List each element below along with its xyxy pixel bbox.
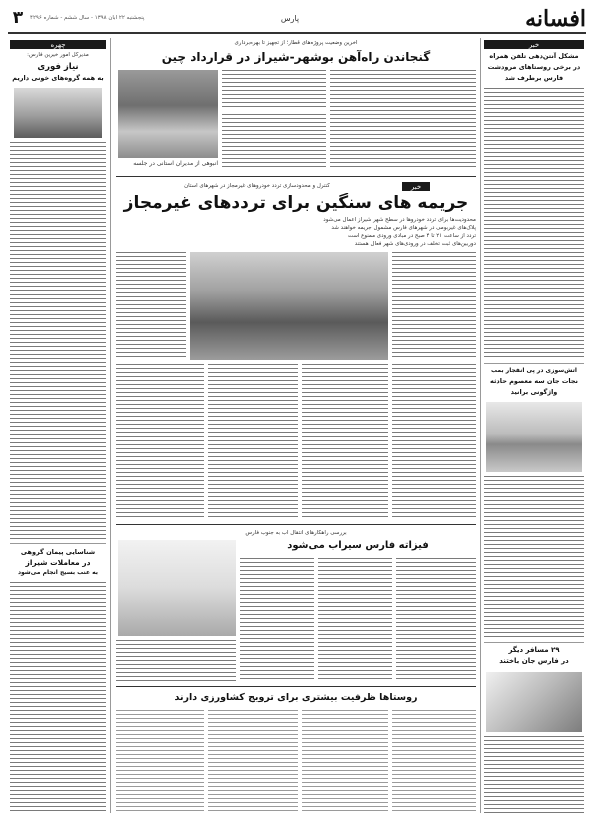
right-body-text-2 <box>484 476 584 638</box>
left-body-text <box>10 142 106 540</box>
left-quote-title: نیاز فوری <box>37 62 79 72</box>
left-bottom-title: شناسایی پیمان گروهی <box>20 548 96 556</box>
lower-story-col-4 <box>116 640 236 682</box>
main-story-tag: خبر <box>402 182 430 191</box>
main-story-bullet-4: دوربین‌های ثبت تخلف در ورودی‌های شهر فعال هستند <box>354 241 476 247</box>
right-divider-1 <box>484 363 584 364</box>
footer-story-col-4 <box>116 710 204 814</box>
main-story-bullet-3: تردد از ساعت ۲۱ تا ۴ صبح در مبادی ورودی ممنوع است <box>347 233 476 239</box>
top-story-text-lower <box>222 114 326 170</box>
footer-story-col-2 <box>302 710 388 814</box>
right-column-rule <box>480 38 481 813</box>
top-story-text-mid <box>222 70 326 110</box>
left-divider <box>10 543 106 544</box>
meeting-photo <box>118 70 218 158</box>
right-body-text-3 <box>484 736 584 814</box>
left-bottom-title-2: در معاملات شیراز <box>25 558 91 567</box>
main-story-col-left-top <box>116 252 186 360</box>
main-story-photo <box>190 252 388 360</box>
main-story-bullet-1: محدودیت‌ها برای تردد خودروها در سطح شهر شیراز اعمال می‌شود <box>323 217 476 223</box>
main-story-col-2 <box>302 364 388 520</box>
right-bottom-title-1: ۲۹ مسافر دیگر <box>508 646 560 654</box>
lower-story-col-2 <box>318 558 392 682</box>
right-column-tag: خبر <box>484 40 584 49</box>
accident-photo <box>486 402 582 472</box>
footer-story-col-1 <box>392 710 476 814</box>
top-story-rule <box>116 176 476 177</box>
lower-story-title: فیزاته فارس سیراب می‌شود <box>287 540 429 551</box>
main-story-rule <box>116 524 476 525</box>
meeting-photo-caption: انبوهی از مدیران استانی در جلسه <box>133 160 218 167</box>
top-story-text-right <box>330 70 476 170</box>
right-title-3: فارس برطرف شد <box>504 74 564 82</box>
main-story-col-3 <box>208 364 298 520</box>
header-rule <box>8 32 586 34</box>
lower-story-col-1 <box>396 558 476 682</box>
lower-story-rule <box>116 686 476 687</box>
page-number: ۳ <box>12 8 24 28</box>
left-column-rule <box>110 38 111 813</box>
footer-story-title: روستاها ظرفیت بیشتری برای ترویج کشاورزی دارند <box>174 692 418 703</box>
masthead-logo <box>498 6 586 34</box>
main-story-col-right-top <box>392 252 476 360</box>
portrait-photo <box>14 88 102 138</box>
issue-line: پنجشنبه ۲۲ آبان ۱۳۹۸ - سال ششم - شماره ۴۲۹۶ <box>30 15 145 21</box>
left-column-tag: چهره <box>10 40 106 49</box>
main-story-col-4 <box>116 364 204 520</box>
top-story-title: گنجاندن راه‌آهن بوشهر-شیراز در قرارداد چین <box>161 50 431 64</box>
main-story-bullet-2: پلاک‌های غیربومی در شهرهای فارس مشمول جریمه خواهند شد <box>331 225 476 231</box>
lower-story-kicker: بررسی راهکارهای انتقال آب به جنوب فارس <box>245 530 347 536</box>
top-story-kicker: آخرین وضعیت پروژه‌های قطار؛ از تجهیز تا بهره‌برداری <box>234 40 358 46</box>
main-story-title: جریمه های سنگین برای ترددهای غیرمجاز <box>123 193 469 213</box>
right-divider-2 <box>484 642 584 643</box>
main-story-col-1 <box>392 364 476 520</box>
person-line: مدیرکل امور خیرین فارس: <box>27 52 89 58</box>
right-mid-title-2: نجات جان سه معصوم حادثه <box>490 377 578 385</box>
left-bottom-title-3: به عنب بسیج انجام می‌شود <box>17 569 99 576</box>
right-bottom-title-2: در فارس جان باختند <box>499 657 569 665</box>
right-mid-title-1: آتش‌سوزی در پی انفجار بمب <box>491 367 577 374</box>
logo-text: افسانه <box>525 6 586 32</box>
left-bottom-text <box>10 582 106 812</box>
hospital-photo <box>486 672 582 732</box>
lower-story-col-3 <box>240 558 314 682</box>
main-story-kicker: کنترل و محدودسازی تردد خودروهای غیرمجاز در شهرهای استان <box>184 183 330 189</box>
pipeline-photo <box>118 540 236 636</box>
section-title: پارس <box>280 14 300 23</box>
footer-story-col-3 <box>208 710 298 814</box>
right-body-text-1 <box>484 88 584 360</box>
right-title-1: مشکل آنتن‌دهی تلفن همراه <box>489 52 579 60</box>
left-quote-title-2: به همه گروه‌های خونی داریم <box>12 74 104 82</box>
right-title-2: در برخی روستاهای مرودشت <box>487 63 581 71</box>
right-mid-title-3: واژگونی برانید <box>510 388 558 396</box>
